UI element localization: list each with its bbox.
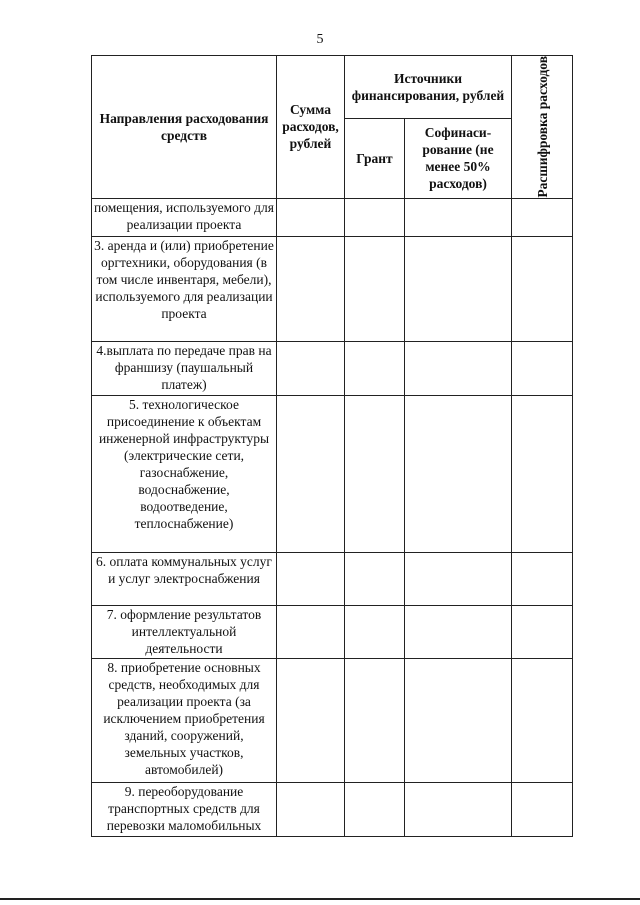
row-grant-cell [345,341,405,395]
table-row [92,552,573,605]
header-breakdown-cell [512,56,573,199]
header-grant: Грант [345,118,405,198]
row-breakdown-cell [512,658,573,782]
row-direction: помещения, используемого для реализации проекта [92,198,277,236]
row-cofinancing-cell [405,552,512,605]
header-sources: Источники финансирования, рублей [345,56,512,119]
row-sum-cell [277,395,345,552]
row-cofinancing-cell [405,236,512,341]
row-grant-cell [345,552,405,605]
row-grant-cell [345,605,405,658]
row-breakdown-cell [512,782,573,836]
row-breakdown-cell [512,341,573,395]
row-sum-cell [277,341,345,395]
row-cofinancing-cell [405,341,512,395]
header-direction: Направления расходования средств [92,56,277,199]
header-cofinancing: Софинаси-рование (не менее 50% расходов) [405,118,512,198]
row-breakdown-cell [512,198,573,236]
row-direction: 9. переоборудование транспортных средств для перевозки маломобильных [92,782,277,836]
expense-table [91,55,573,837]
row-grant-cell [345,236,405,341]
row-grant-cell [345,395,405,552]
header-breakdown: Расшифровка расходов [534,56,550,198]
row-breakdown-cell [512,605,573,658]
row-direction: 8. приобретение основных средств, необходимых для реализации проекта (за исключением приобретения зданий, сооружений, земельных участков, автомобилей) [92,658,277,782]
row-grant-cell [345,198,405,236]
row-sum-cell [277,605,345,658]
row-sum-cell [277,198,345,236]
row-sum-cell [277,782,345,836]
row-breakdown-cell [512,395,573,552]
bottom-rule [0,898,640,900]
row-cofinancing-cell [405,605,512,658]
row-breakdown-cell [512,552,573,605]
table-row [92,395,573,552]
row-cofinancing-cell [405,395,512,552]
row-direction: 3. аренда и (или) приобретение оргтехники, оборудования (в том числе инвентаря, мебели), используемого для реализации проекта [92,236,277,341]
page-number: 5 [316,32,324,47]
table-row [92,605,573,658]
row-cofinancing-cell [405,782,512,836]
row-sum-cell [277,552,345,605]
header-sum: Сумма расходов, рублей [277,56,345,199]
row-cofinancing-cell [405,658,512,782]
table-row [92,198,573,236]
row-direction: 5. технологическое присоединение к объектам инженерной инфраструктуры (электрические сети, газоснабжение, водоснабжение, водоотведение, теплоснабжение) [92,395,277,552]
row-sum-cell [277,658,345,782]
row-breakdown-cell [512,236,573,341]
table-row [92,236,573,341]
row-direction: 7. оформление результатов интеллектуальной деятельности [92,605,277,658]
row-cofinancing-cell [405,198,512,236]
table-row [92,658,573,782]
row-direction: 4.выплата по передаче прав на франшизу (паушальный платеж) [92,341,277,395]
table-row [92,341,573,395]
table-row [92,782,573,836]
row-sum-cell [277,236,345,341]
row-grant-cell [345,658,405,782]
row-grant-cell [345,782,405,836]
row-direction: 6. оплата коммунальных услуг и услуг электроснабжения [92,552,277,605]
